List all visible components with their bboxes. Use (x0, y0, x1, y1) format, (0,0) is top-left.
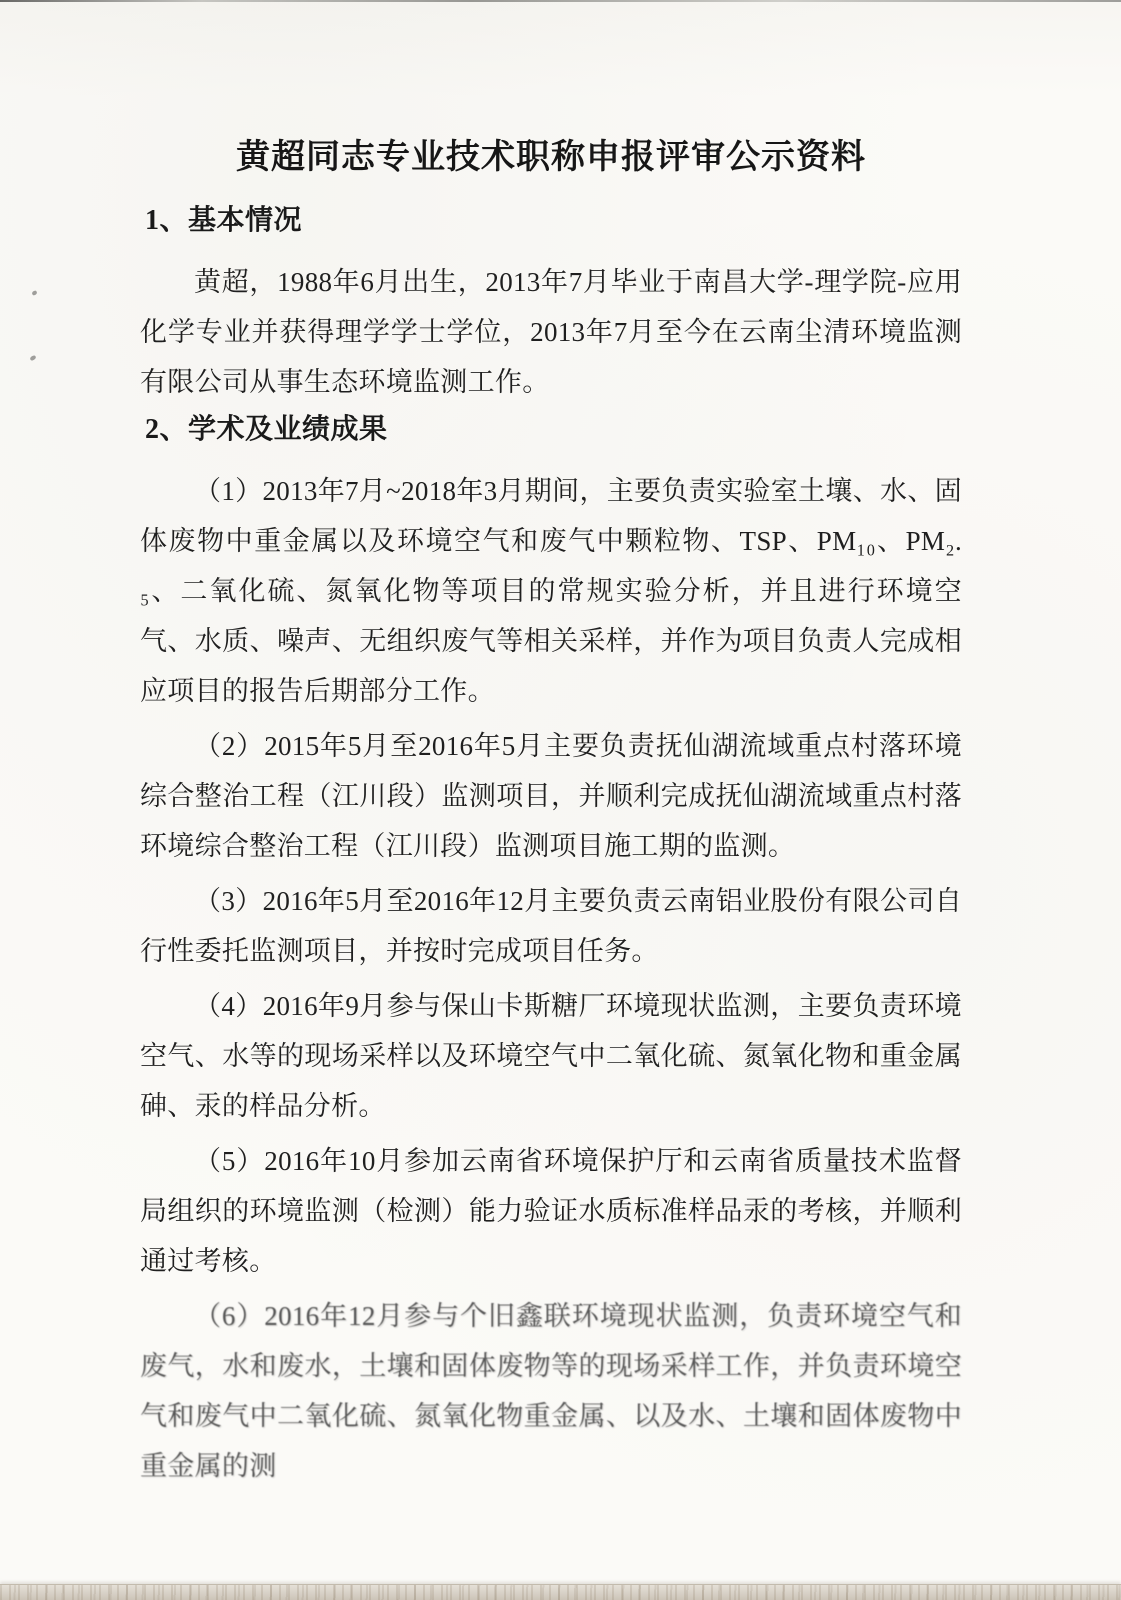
document-content (140, 135, 962, 1496)
paragraph-achievement-1: （1）2013年7月~2018年3月期间，主要负责实验室土壤、水、固体废物中重金属以及环境空气和废气中颗粒物、TSP、PM₁₀、PM₂.₅、二氧化硫、氮氧化物等项目的常规实验分析，并且进行环境空气、水质、噪声、无组织废气等相关采样，并作为项目负责人完成相应项目的报告后期部分工作。 (140, 476, 962, 706)
scan-bottom-edge (0, 1584, 1121, 1600)
paragraph-achievement-2: （2）2015年5月至2016年5月主要负责抚仙湖流域重点村落环境综合整治工程（江川段）监测项目，并顺利完成抚仙湖流域重点村落环境综合整治工程（江川段）监测项目施工期的监测。 (140, 731, 962, 861)
paragraph-achievement-4: （4）2016年9月参与保山卡斯糖厂环境现状监测，主要负责环境空气、水等的现场采样以及环境空气中二氧化硫、氮氧化物和重金属砷、汞的样品分析。 (140, 991, 962, 1121)
section-heading-achievements: 2、学术及业绩成果 (145, 414, 388, 445)
paragraph-achievement-6: （6）2016年12月参与个旧鑫联环境现状监测，负责环境空气和废气，水和废水，土壤和固体废物等的现场采样工作，并负责环境空气和废气中二氧化硫、氮氧化物重金属、以及水、土壤和固体废物中重金属的测 (140, 1301, 962, 1481)
section-heading-basic-info: 1、基本情况 (145, 205, 303, 236)
scan-top-edge (0, 0, 1121, 4)
document-title: 黄超同志专业技术职称申报评审公示资料 (236, 139, 866, 176)
scan-speck (29, 355, 36, 361)
paragraph-achievement-3: （3）2016年5月至2016年12月主要负责云南铝业股份有限公司自行性委托监测项目，并按时完成项目任务。 (140, 886, 962, 966)
paragraph-achievement-5: （5）2016年10月参加云南省环境保护厅和云南省质量技术监督局组织的环境监测（检测）能力验证水质标准样品汞的考核，并顺利通过考核。 (140, 1146, 962, 1276)
paragraph-basic-info: 黄超，1988年6月出生，2013年7月毕业于南昌大学-理学院-应用化学专业并获得理学学士学位，2013年7月至今在云南尘清环境监测有限公司从事生态环境监测工作。 (140, 267, 962, 397)
scan-speck (31, 290, 37, 296)
